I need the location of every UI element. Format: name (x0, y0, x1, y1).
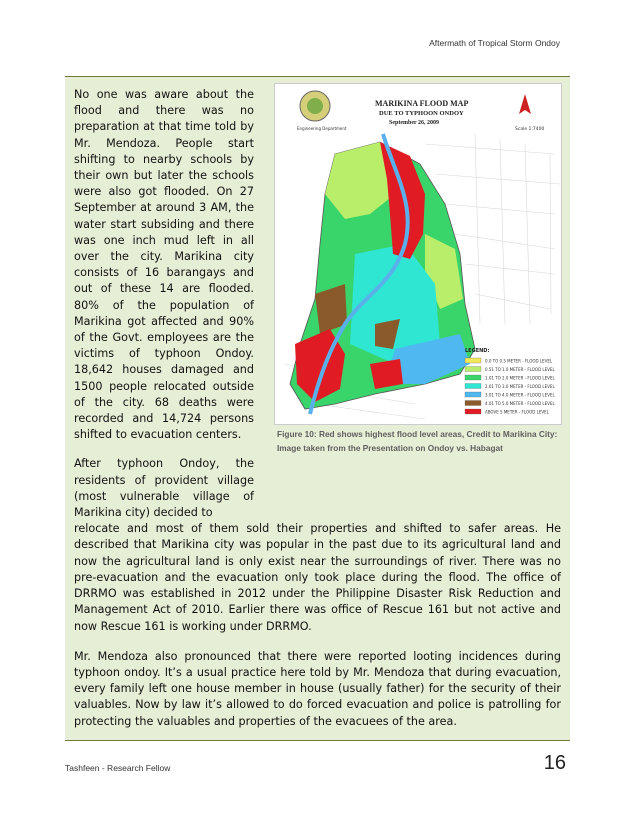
paragraph-flood-account: No one was aware about the flood and there was no preparation at that time told by Mr. Mendoza. People start shifting to nearby schools by their own but later the schools were also got flooded. On 27 September at around 3 AM, the water start subsiding and there was one inch mud left in all over the city. Marikina city consists of 16 barangays and out of these 14 are flooded. 80% of the population of Marikina got affected and 90% of the Govt. employees are the victims of typhoon Ondoy. 18,642 houses damaged and 1500 people relocated outside of the city. 68 deaths were recorded and 14,724 persons shifted to evacuation centers. (74, 88, 254, 442)
legend-label: 4.01 TO 5.0 METER - FLOOD LEVEL (485, 401, 555, 406)
left-column (74, 87, 254, 521)
paragraph-looting: Mr. Mendoza also pronounced that there were reported looting incidences during typhoon ondoy. It’s a usual practice here told by Mr. Mendoza that during evacuation, every family left one house member in house (usually father) for the security of their valuables. Now by law it’s allowed to do forced evacuation and police is patrolling for protecting the valuables and properties of the evacuees of the area. (74, 649, 561, 728)
legend-label: 2.01 TO 3.0 METER - FLOOD LEVEL (485, 384, 555, 389)
flood-map-image (274, 83, 562, 425)
page-number: 16 (543, 752, 566, 774)
legend-swatch (465, 401, 481, 406)
legend-swatch (465, 375, 481, 380)
legend-label: 1.01 TO 2.0 METER - FLOOD LEVEL (485, 375, 555, 381)
seal-label: Engineering Department (297, 126, 347, 131)
legend-swatch (465, 384, 481, 389)
footer-author: Tashfeen - Research Fellow (65, 763, 171, 773)
legend-swatch (465, 409, 481, 414)
map-title-3: September 26, 2009 (389, 120, 440, 126)
legend-swatch (465, 367, 481, 372)
paragraph-relocation-start: After typhoon Ondoy, the residents of provident village (most vulnerable village of Marikina city) decided to (74, 457, 254, 520)
legend-label: ABOVE 5 METER - FLOOD LEVEL (485, 409, 549, 415)
legend-title: LEGEND: (465, 348, 490, 354)
paragraph-relocation: relocate and most of them sold their properties and shifted to safer areas. He described that Marikina city was popular in the past due to its agricultural land and now the agricultural land is only exist near the surroundings of river. There was no pre-evacuation and the evacuation only took place during the flood. The office of DRRMO was established in 2012 under the Philippine Disaster Risk Reduction and Management Act of 2010. Earlier there was office of Rescue 161 but not active and now Rescue 161 is working under DRRMO. (74, 522, 561, 633)
figure-caption: Figure 10: Red shows highest flood level areas, Credit to Marikina City: Image taken from the Presentation on Ondoy vs. Habagat (277, 429, 558, 453)
legend-swatch (465, 358, 481, 363)
scale-label: Scale 1:7400 (515, 127, 545, 132)
figure-flood-map (274, 83, 570, 455)
content-inner (74, 87, 561, 741)
legend-swatch (465, 392, 481, 397)
map-title-2: DUE TO TYPHOON ONDOY (379, 110, 464, 117)
map-title-1: MARIKINA FLOOD MAP (375, 99, 469, 108)
running-header: Aftermath of Tropical Storm Ondoy (429, 38, 560, 48)
legend-label: 0.51 TO 1.0 METER - FLOOD LEVEL (485, 367, 555, 372)
legend-label: 0.0 TO 0.5 METER - FLOOD LEVEL (485, 358, 553, 364)
legend-label: 3.01 TO 4.0 METER - FLOOD LEVEL (485, 392, 555, 398)
content-box (65, 76, 570, 741)
